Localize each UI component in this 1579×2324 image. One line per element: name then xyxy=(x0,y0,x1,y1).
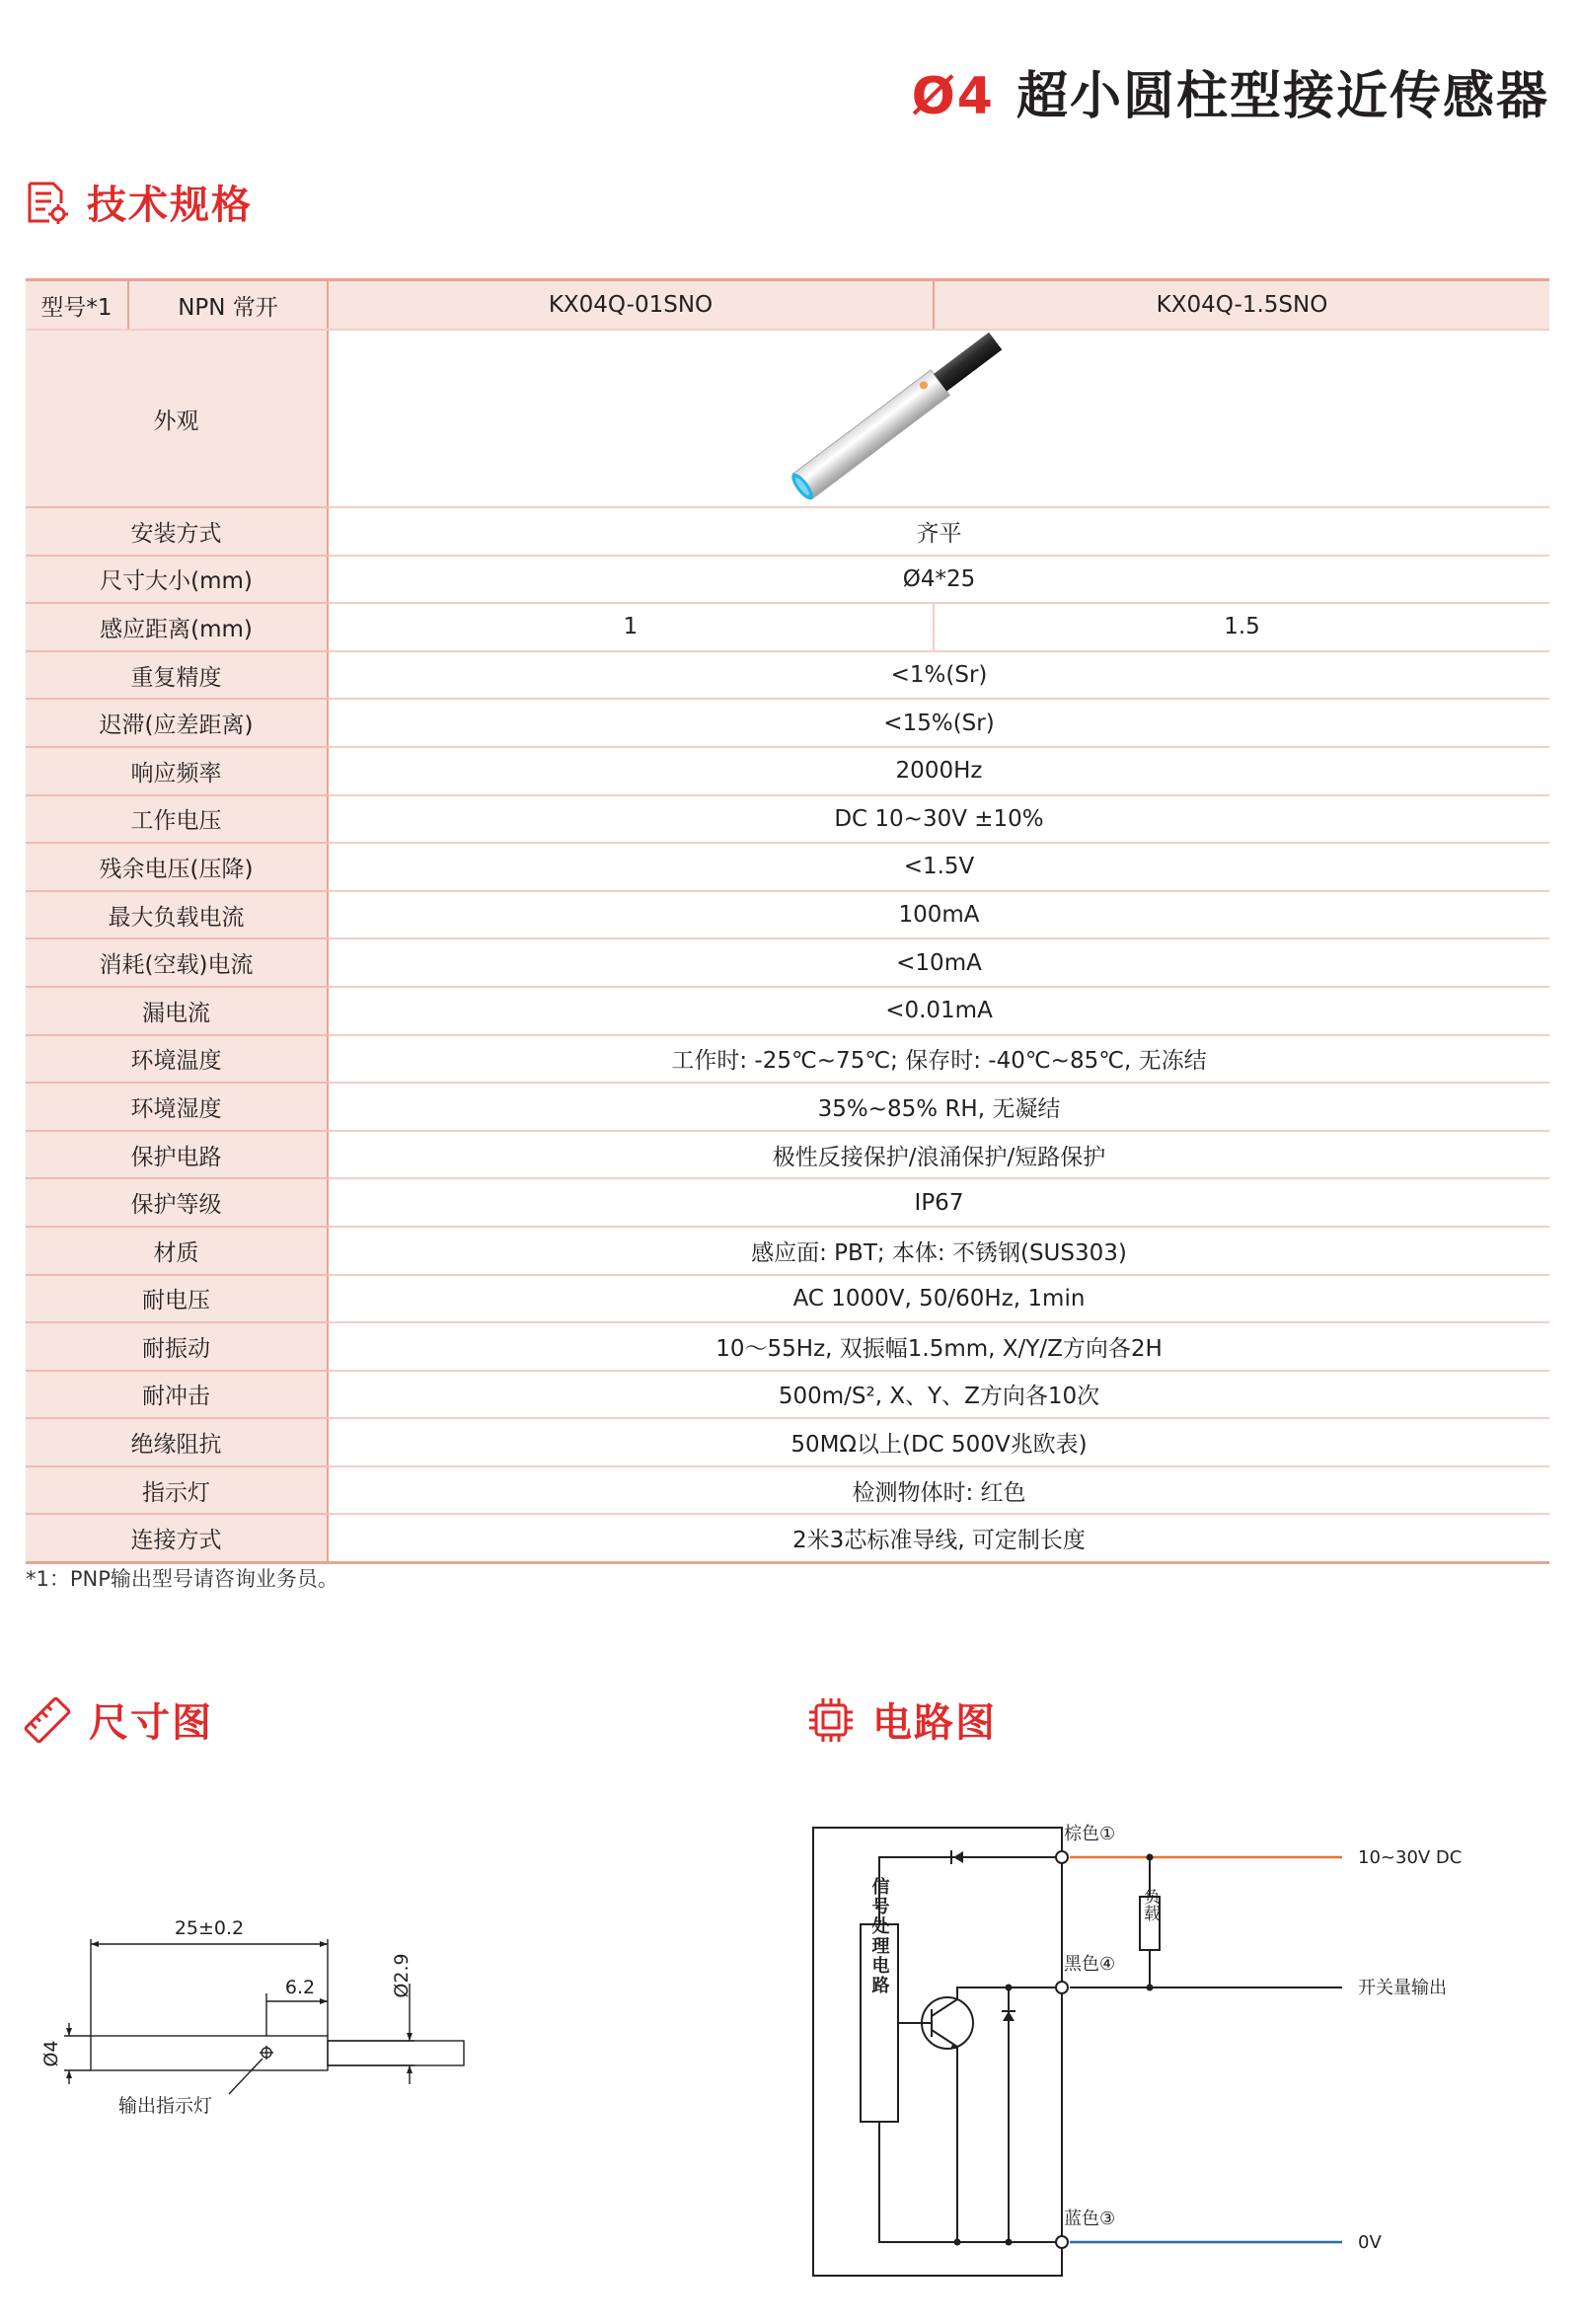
spec-row-label: 响应频率 xyxy=(26,747,328,795)
spec-row-value: 感应面: PBT; 本体: 不锈钢(SUS303) xyxy=(328,1227,1549,1275)
circuit-section-heading xyxy=(807,1691,997,1748)
spec-row-label: 尺寸大小(mm) xyxy=(26,556,328,604)
length-dimension: 25±0.2 xyxy=(174,1917,245,1939)
spec-row xyxy=(26,699,1549,747)
spec-row-label: 绝缘阻抗 xyxy=(26,1418,328,1466)
circuit-diagram xyxy=(790,1786,1480,2299)
spec-row xyxy=(26,1322,1549,1371)
spec-table xyxy=(26,278,1549,1564)
spec-row-value: <1.5V xyxy=(328,843,1549,891)
indicator-offset-dimension: 6.2 xyxy=(284,1977,316,1998)
spec-row xyxy=(26,1227,1549,1275)
cable-outline xyxy=(328,2041,464,2065)
spec-row-value: 500m/S², X、Y、Z方向各10次 xyxy=(328,1371,1549,1419)
spec-row-label: 最大负载电流 xyxy=(26,891,328,939)
spec-row-value: <10mA xyxy=(328,938,1549,987)
type-label-cell: NPN 常开 xyxy=(128,280,328,331)
spec-row xyxy=(26,651,1549,700)
spec-row-value: IP67 xyxy=(328,1178,1549,1227)
signal-processor-label: 信号处理电路 xyxy=(868,1877,890,1995)
spec-row-label: 感应距离(mm) xyxy=(26,603,328,651)
spec-row-value: 2米3芯标准导线, 可定制长度 xyxy=(328,1514,1549,1562)
dimension-drawing xyxy=(20,1875,493,2171)
spec-row-value: DC 10~30V ±10% xyxy=(328,795,1549,844)
spec-row xyxy=(26,938,1549,987)
appearance-cell xyxy=(328,330,1549,507)
spec-row-label: 环境湿度 xyxy=(26,1083,328,1131)
spec-row-value: 极性反接保护/浪涌保护/短路保护 xyxy=(328,1131,1549,1179)
model-label-cell: 型号*1 xyxy=(26,280,128,331)
spec-row-label: 耐冲击 xyxy=(26,1371,328,1419)
spec-row-label: 重复精度 xyxy=(26,651,328,700)
spec-row-label: 指示灯 xyxy=(26,1466,328,1515)
brown-wire-label: 棕色① xyxy=(1064,1824,1116,1844)
spec-row-label: 漏电流 xyxy=(26,987,328,1035)
spec-section-heading xyxy=(24,174,253,230)
spec-row-value: <1%(Sr) xyxy=(328,651,1549,700)
spec-row-label: 耐电压 xyxy=(26,1275,328,1323)
spec-row-value: 10～55Hz, 双振幅1.5mm, X/Y/Z方向各2H xyxy=(328,1322,1549,1371)
output-label: 开关量输出 xyxy=(1358,1978,1447,1998)
spec-row-value: 检测物体时: 红色 xyxy=(328,1466,1549,1515)
sensor-product-image xyxy=(329,331,1550,500)
black-wire-label: 黑色④ xyxy=(1064,1954,1116,1975)
spec-row-value: 齐平 xyxy=(328,507,1549,556)
sensor-body-outline xyxy=(91,2036,328,2070)
black-terminal xyxy=(1056,1982,1068,1993)
supply-label: 10~30V DC xyxy=(1358,1847,1463,1868)
cable-diameter-dimension: Ø2.9 xyxy=(391,1953,413,1998)
spec-row xyxy=(26,843,1549,891)
appearance-label: 外观 xyxy=(26,330,328,507)
spec-row-label: 保护等级 xyxy=(26,1178,328,1227)
ruler-icon xyxy=(24,1696,71,1744)
spec-row xyxy=(26,1131,1549,1179)
load-label: 负载 xyxy=(1140,1888,1160,1921)
blue-terminal xyxy=(1056,2236,1068,2248)
table-header-row xyxy=(26,280,1549,331)
spec-row xyxy=(26,556,1549,604)
spec-row-label: 残余电压(压降) xyxy=(26,843,328,891)
model-1-cell: KX04Q-01SNO xyxy=(328,280,934,331)
spec-row-value: Ø4*25 xyxy=(328,556,1549,604)
spec-row xyxy=(26,1035,1549,1084)
spec-row xyxy=(26,507,1549,556)
spec-row xyxy=(26,1083,1549,1131)
title-prefix: Ø4 xyxy=(911,67,995,126)
spec-row-label: 材质 xyxy=(26,1227,328,1275)
spec-row xyxy=(26,747,1549,795)
spec-row-value: 100mA xyxy=(328,891,1549,939)
spec-row xyxy=(26,1275,1549,1323)
dimension-section-title: 尺寸图 xyxy=(89,1700,213,1746)
spec-row xyxy=(26,987,1549,1035)
spec-row xyxy=(26,603,1549,651)
spec-section-title: 技术规格 xyxy=(87,183,253,228)
spec-row xyxy=(26,1418,1549,1466)
diode-top xyxy=(953,1851,963,1863)
spec-row-value: 35%~85% RH, 无凝结 xyxy=(328,1083,1549,1131)
spec-row-label: 迟滞(应差距离) xyxy=(26,699,328,747)
spec-row-value: <15%(Sr) xyxy=(328,699,1549,747)
spec-row-value: <0.01mA xyxy=(328,987,1549,1035)
spec-row-label: 保护电路 xyxy=(26,1131,328,1179)
spec-row xyxy=(26,1466,1549,1515)
page-title xyxy=(912,54,1549,128)
spec-row-value: 1 xyxy=(328,603,934,651)
spec-row xyxy=(26,891,1549,939)
spec-row-value: 1.5 xyxy=(934,603,1549,651)
zero-volt-label: 0V xyxy=(1358,2232,1382,2253)
spec-row xyxy=(26,1514,1549,1562)
spec-row-value: 50MΩ以上(DC 500V兆欧表) xyxy=(328,1418,1549,1466)
spec-row-label: 连接方式 xyxy=(26,1514,328,1562)
appearance-row xyxy=(26,330,1549,507)
spec-sheet-icon xyxy=(24,180,69,225)
spec-row-value: AC 1000V, 50/60Hz, 1min xyxy=(328,1275,1549,1323)
spec-row xyxy=(26,1371,1549,1419)
body-diameter-dimension: Ø4 xyxy=(40,2040,62,2067)
spec-row-label: 工作电压 xyxy=(26,795,328,844)
circuit-section-title: 电路图 xyxy=(872,1700,997,1746)
spec-row xyxy=(26,795,1549,844)
brown-terminal xyxy=(1056,1851,1068,1863)
dimension-section-heading xyxy=(24,1691,213,1748)
model-2-cell: KX04Q-1.5SNO xyxy=(934,280,1549,331)
spec-row-label: 环境温度 xyxy=(26,1035,328,1084)
spec-row xyxy=(26,1178,1549,1227)
spec-row-value: 工作时: -25℃~75℃; 保存时: -40℃~85℃, 无冻结 xyxy=(328,1035,1549,1084)
chip-icon xyxy=(807,1696,855,1744)
spec-row-label: 安装方式 xyxy=(26,507,328,556)
diode-inner xyxy=(1003,2011,1015,2021)
blue-wire-label: 蓝色③ xyxy=(1064,2209,1116,2229)
footnote: *1：PNP输出型号请咨询业务员。 xyxy=(26,1567,338,1591)
spec-row-label: 消耗(空载)电流 xyxy=(26,938,328,987)
title-main: 超小圆柱型接近传感器 xyxy=(1015,67,1549,126)
spec-row-value: 2000Hz xyxy=(328,747,1549,795)
spec-row-label: 耐振动 xyxy=(26,1322,328,1371)
sensor-enclosure xyxy=(813,1828,1062,2276)
indicator-light-label: 输出指示灯 xyxy=(118,2095,213,2117)
